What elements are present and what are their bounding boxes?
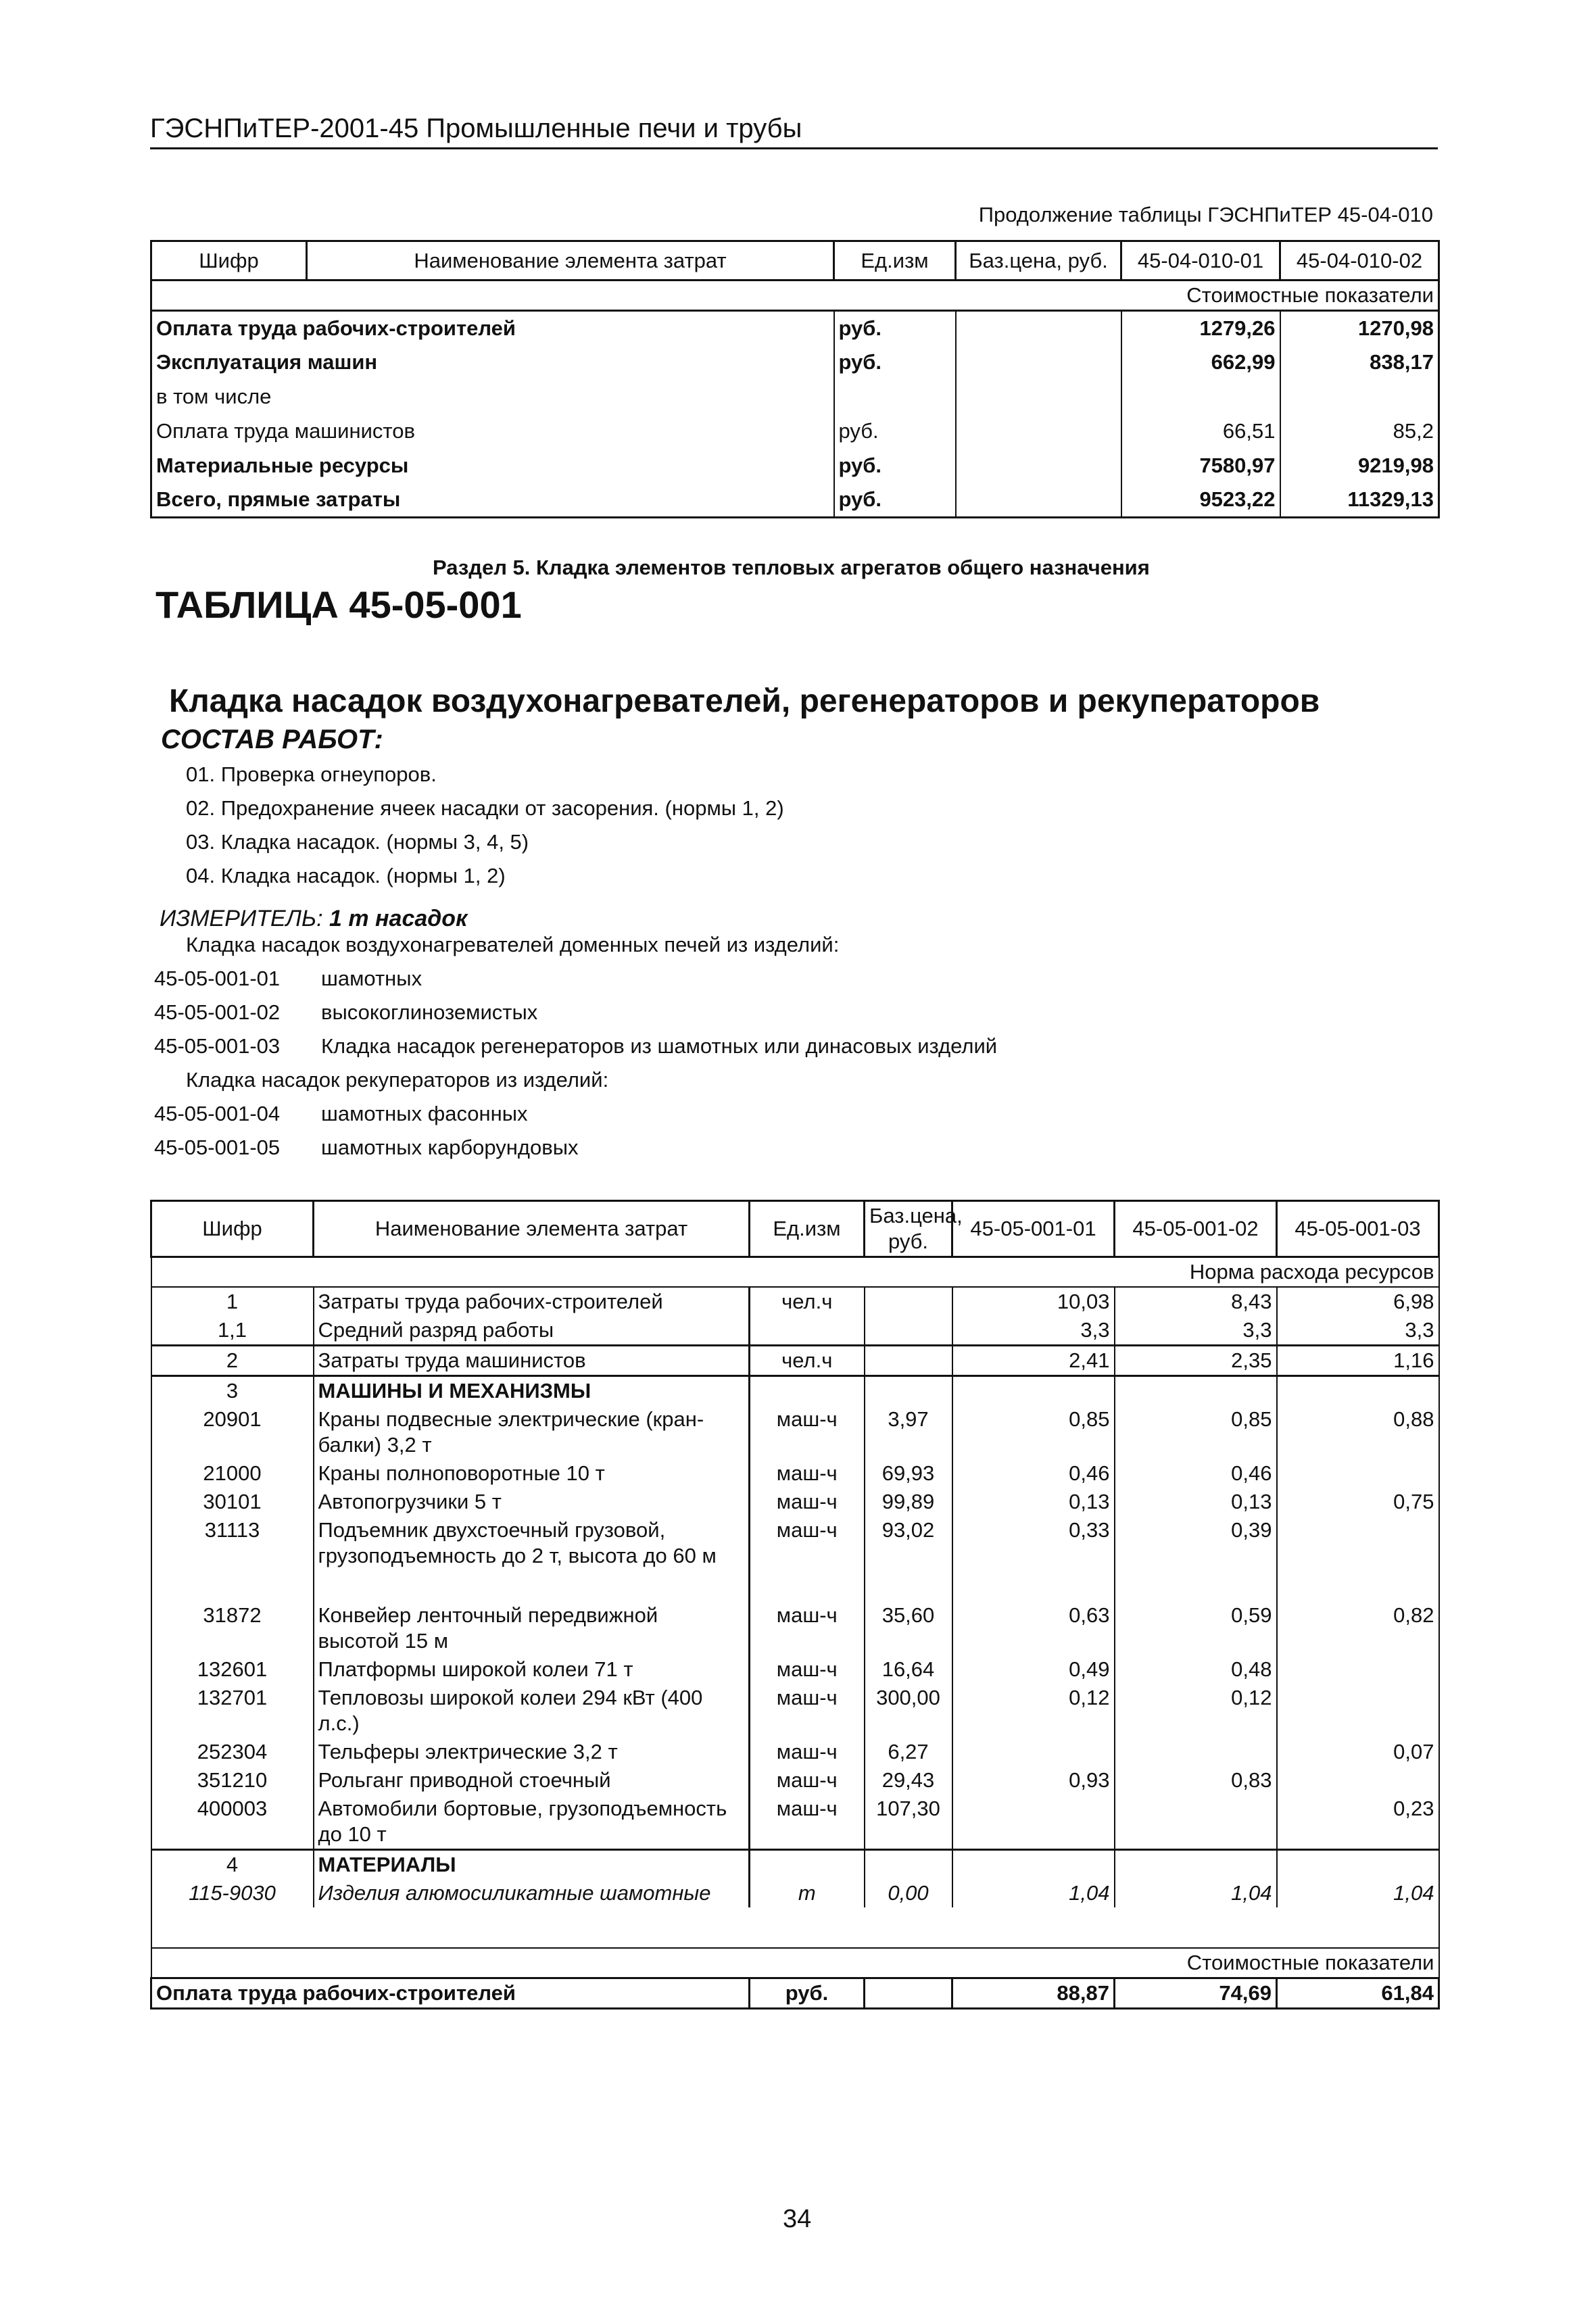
t1-header-price: Баз.цена, руб. [956,241,1121,281]
row-code: 132601 [151,1655,314,1684]
row-unit: руб. [834,449,956,483]
row-price [865,1287,952,1316]
row-code: 30101 [151,1488,314,1516]
row-unit: маш-ч [750,1601,865,1655]
table-row [151,1879,1439,1907]
row-unit: руб. [834,345,956,380]
table-row [151,1516,1439,1601]
row-code: 31113 [151,1516,314,1601]
t1-header-v2: 45-04-010-02 [1280,241,1439,281]
table-row [151,483,1439,518]
row-name: Автомобили бортовые, грузоподъемность до 10 т [314,1795,750,1850]
row-price [865,1316,952,1346]
row-code: 3 [151,1376,314,1406]
code-text: Кладка насадок регенераторов из шамотных или динасовых изделий [321,1034,998,1058]
row-value [1115,1795,1277,1850]
row-unit: руб. [750,1978,865,2009]
row-value: 0,63 [952,1601,1115,1655]
row-name: Затраты труда рабочих-строителей [314,1287,750,1316]
row-name: Конвейер ленточный передвижной высотой 15 м [314,1601,750,1655]
row-value: 1,16 [1277,1346,1439,1376]
t1-header-code: Шифр [151,241,307,281]
table-row [151,1405,1439,1459]
row-price: 107,30 [865,1795,952,1850]
t1-header-v1: 45-04-010-01 [1121,241,1280,281]
row-value: 3,3 [952,1316,1115,1346]
row-price: 6,27 [865,1738,952,1766]
page-number: 34 [783,2205,812,2233]
row-price: 0,00 [865,1879,952,1907]
row-name: Материальные ресурсы [151,449,834,483]
row-value: 0,07 [1277,1738,1439,1766]
code-number: 45-05-001-01 [154,967,281,990]
row-code: 252304 [151,1738,314,1766]
row-value: 9523,22 [1121,483,1280,518]
row-value: 838,17 [1280,345,1439,380]
row-value: 0,75 [1277,1488,1439,1516]
cost-table-45-04-010 [150,240,1440,518]
row-value: 0,82 [1277,1601,1439,1655]
work-step: 04. Кладка насадок. (нормы 1, 2) [186,864,506,887]
table-row [151,1601,1439,1655]
table-number: ТАБЛИЦА 45-05-001 [155,583,522,626]
row-name: Подъемник двухстоечный грузовой, грузоподъемность до 2 т, высота до 60 м [314,1516,750,1601]
row-value: 0,33 [952,1516,1115,1601]
row-name: Тепловозы широкой колеи 294 кВт (400 л.с.) [314,1684,750,1738]
row-name: Оплата труда рабочих-строителей [151,311,834,345]
row-unit: маш-ч [750,1684,865,1738]
row-unit: маш-ч [750,1795,865,1850]
row-value: 1279,26 [1121,311,1280,345]
row-name: Оплата труда рабочих-строителей [151,1978,750,2009]
row-code: 20901 [151,1405,314,1459]
row-value: 0,93 [952,1766,1115,1795]
row-unit: маш-ч [750,1488,865,1516]
description-line: Кладка насадок рекуператоров из изделий: [186,1068,609,1092]
row-name: Платформы широкой колеи 71 т [314,1655,750,1684]
row-name: Средний разряд работы [314,1316,750,1346]
row-value: 6,98 [1277,1287,1439,1316]
code-text: шамотных [321,967,422,990]
row-code: 115-9030 [151,1879,314,1907]
row-value [952,1738,1115,1766]
row-value [1277,1684,1439,1738]
t2-norm-header: Норма расхода ресурсов [151,1257,1439,1288]
t2-header-v2: 45-05-001-02 [1115,1201,1277,1257]
row-value: 1270,98 [1280,311,1439,345]
row-name: Затраты труда машинистов [314,1346,750,1376]
work-step: 01. Проверка огнеупоров. [186,762,437,786]
row-value: 1,04 [952,1879,1115,1907]
row-value [1277,1766,1439,1795]
row-value: 74,69 [1115,1978,1277,2009]
row-unit: маш-ч [750,1655,865,1684]
table-row [151,1459,1439,1488]
row-value: 9219,98 [1280,449,1439,483]
row-value: 0,23 [1277,1795,1439,1850]
t2-header-price: Баз.цена, руб. [865,1201,952,1257]
row-unit: маш-ч [750,1405,865,1459]
t2-header-code: Шифр [151,1201,314,1257]
row-price: 69,93 [865,1459,952,1488]
row-value: 2,35 [1115,1346,1277,1376]
t2-header-v1: 45-05-001-01 [952,1201,1115,1257]
row-price: 300,00 [865,1684,952,1738]
row-value: 0,85 [1115,1405,1277,1459]
code-text: шамотных карборундовых [321,1136,579,1159]
row-value: 3,3 [1277,1316,1439,1346]
row-name: Оплата труда машинистов [151,414,834,449]
row-value: 1,04 [1277,1879,1439,1907]
row-value [1277,1516,1439,1601]
row-code: 351210 [151,1766,314,1795]
row-value: 61,84 [1277,1978,1439,2009]
measure-value: 1 т насадок [329,906,468,931]
row-value: 10,03 [952,1287,1115,1316]
row-name: Изделия алюмосиликатные шамотные [314,1879,750,1907]
row-name: Краны полноповоротные 10 т [314,1459,750,1488]
row-name: МАШИНЫ И МЕХАНИЗМЫ [314,1376,750,1406]
work-step: 03. Кладка насадок. (нормы 3, 4, 5) [186,830,529,854]
row-unit: руб. [834,311,956,345]
row-code: 31872 [151,1601,314,1655]
table-row [151,1316,1439,1346]
row-value: 0,12 [952,1684,1115,1738]
t2-header-unit: Ед.изм [750,1201,865,1257]
row-code: 1,1 [151,1316,314,1346]
t1-header-name: Наименование элемента затрат [307,241,834,281]
code-number: 45-05-001-04 [154,1102,281,1125]
table-row [151,1376,1439,1406]
row-price: 35,60 [865,1601,952,1655]
table-row [151,1766,1439,1795]
row-value: 0,49 [952,1655,1115,1684]
page-header: ГЭСНПиТЕР-2001-45 Промышленные печи и трубы [150,112,1438,149]
table-row [151,1795,1439,1850]
row-value: 0,13 [952,1488,1115,1516]
code-text: шамотных фасонных [321,1102,528,1125]
table-row [151,311,1439,345]
row-unit: руб. [834,483,956,518]
t2-header-name: Наименование элемента затрат [314,1201,750,1257]
row-name: Автопогрузчики 5 т [314,1488,750,1516]
table-row [151,1684,1439,1738]
row-value: 662,99 [1121,345,1280,380]
row-unit: т [750,1879,865,1907]
row-code: 132701 [151,1684,314,1738]
table-row [151,1738,1439,1766]
code-number: 45-05-001-05 [154,1136,281,1159]
row-unit: маш-ч [750,1738,865,1766]
row-price: 3,97 [865,1405,952,1459]
row-value: 88,87 [952,1978,1115,2009]
measure-label: ИЗМЕРИТЕЛЬ: [160,906,323,931]
row-name: МАТЕРИАЛЫ [314,1850,750,1880]
row-name: Эксплуатация машин [151,345,834,380]
t2-header-v3: 45-05-001-03 [1277,1201,1439,1257]
row-name: Всего, прямые затраты [151,483,834,518]
row-unit: маш-ч [750,1516,865,1601]
table-row [151,345,1439,380]
row-code: 4 [151,1850,314,1880]
row-value: 8,43 [1115,1287,1277,1316]
row-value: 0,46 [1115,1459,1277,1488]
page-title: Кладка насадок воздухонагревателей, регенераторов и рекуператоров [169,683,1320,719]
row-unit: руб. [834,414,956,449]
t1-header-unit: Ед.изм [834,241,956,281]
row-value: 0,12 [1115,1684,1277,1738]
table-row [151,414,1439,449]
table-row [151,1978,1439,2009]
row-value [1277,1655,1439,1684]
code-text: высокоглиноземистых [321,1000,538,1024]
row-value: 2,41 [952,1346,1115,1376]
row-price: 93,02 [865,1516,952,1601]
row-price: 99,89 [865,1488,952,1516]
row-value: 0,59 [1115,1601,1277,1655]
row-value: 3,3 [1115,1316,1277,1346]
row-value: 11329,13 [1280,483,1439,518]
table-row [151,1346,1439,1376]
row-value: 0,88 [1277,1405,1439,1459]
row-value [1277,1459,1439,1488]
row-value: 0,46 [952,1459,1115,1488]
section-title: Раздел 5. Кладка элементов тепловых агрегатов общего назначения [433,556,1150,579]
work-heading: СОСТАВ РАБОТ: [161,725,383,754]
row-name: Тельферы электрические 3,2 т [314,1738,750,1766]
t2-cost-header: Стоимостные показатели [151,1948,1439,1978]
row-unit: чел.ч [750,1287,865,1316]
row-value: 0,13 [1115,1488,1277,1516]
table-row [151,1488,1439,1516]
row-unit: маш-ч [750,1459,865,1488]
row-unit: маш-ч [750,1766,865,1795]
measure-unit [160,906,467,932]
work-step: 02. Предохранение ячеек насадки от засорения. (нормы 1, 2) [186,796,784,820]
code-number: 45-05-001-03 [154,1034,281,1058]
row-unit: чел.ч [750,1346,865,1376]
row-code: 21000 [151,1459,314,1488]
row-code: 1 [151,1287,314,1316]
row-value: 0,83 [1115,1766,1277,1795]
row-name: в том числе [151,380,834,414]
row-price: 16,64 [865,1655,952,1684]
description-line: Кладка насадок воздухонагревателей доменных печей из изделий: [186,933,840,956]
row-name: Рольганг приводной стоечный [314,1766,750,1795]
resource-table-45-05-001 [150,1200,1440,2009]
row-name: Краны подвесные электрические (кран-балки) 3,2 т [314,1405,750,1459]
row-value: 0,48 [1115,1655,1277,1684]
row-value: 85,2 [1280,414,1439,449]
row-value: 0,39 [1115,1516,1277,1601]
table-row [151,1287,1439,1316]
table-row [151,449,1439,483]
row-value: 66,51 [1121,414,1280,449]
row-value [952,1795,1115,1850]
row-value [1115,1738,1277,1766]
table-continuation-label: Продолжение таблицы ГЭСНПиТЕР 45-04-010 [978,203,1433,226]
row-value: 0,85 [952,1405,1115,1459]
row-value: 1,04 [1115,1879,1277,1907]
table-row [151,380,1439,414]
t1-subheader: Стоимостные показатели [151,281,1439,311]
row-code: 2 [151,1346,314,1376]
table-row [151,1655,1439,1684]
code-number: 45-05-001-02 [154,1000,281,1024]
table-row [151,1850,1439,1880]
row-price [865,1346,952,1376]
row-value: 7580,97 [1121,449,1280,483]
row-unit [750,1316,865,1346]
row-price: 29,43 [865,1766,952,1795]
row-code: 400003 [151,1795,314,1850]
